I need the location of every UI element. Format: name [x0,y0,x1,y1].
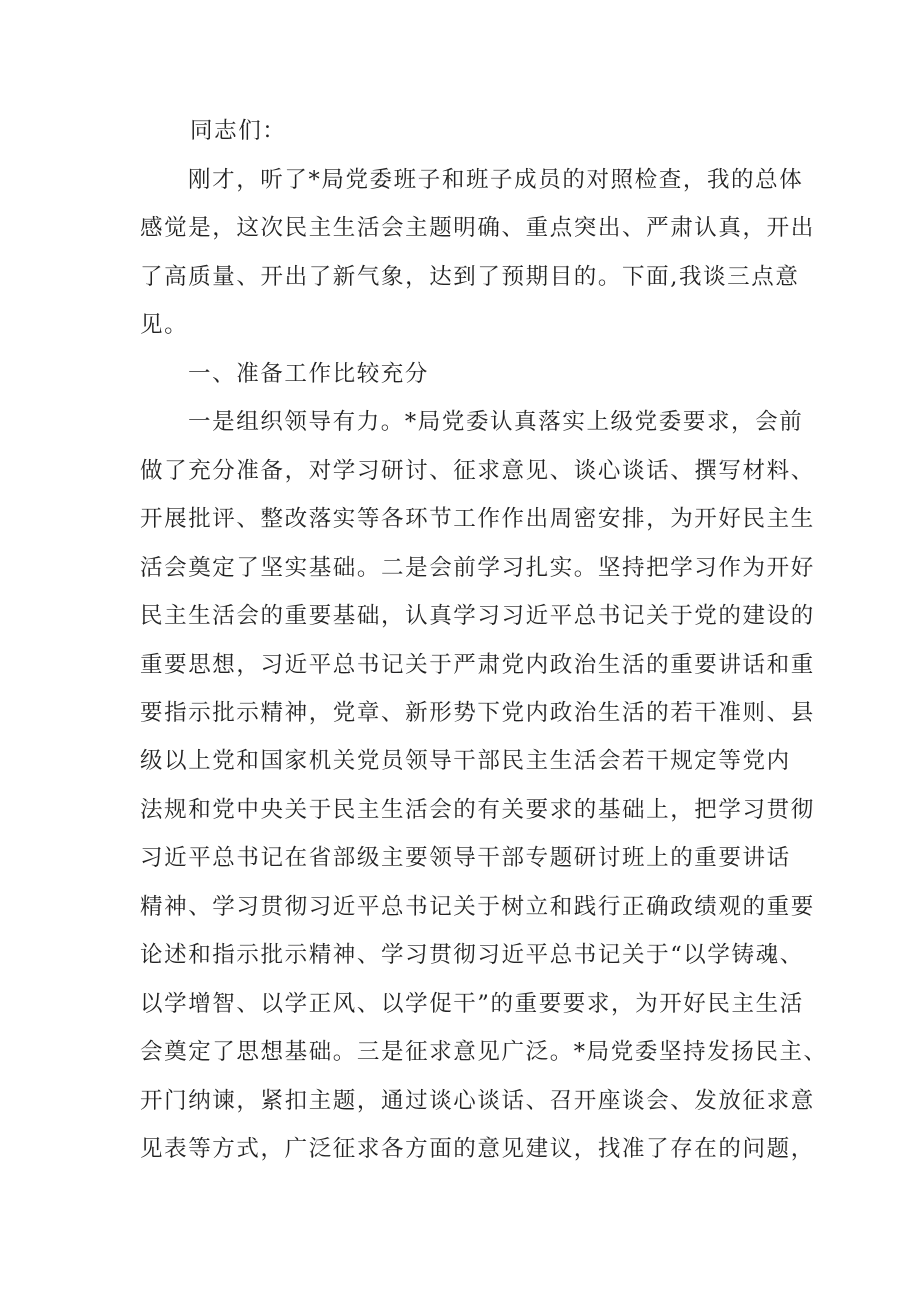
paragraph-line: 论述和指示批示精神、学习贯彻习近平总书记关于“以学铸魂、 [140,942,804,968]
paragraph-line: 见。 [140,312,189,338]
section-heading: 一、准备工作比较充分 [188,361,430,387]
paragraph-line: 做了充分准备，对学习研讨、征求意见、谈心谈话、撰写材料、 [140,458,815,484]
paragraph-line: 精神、学习贯彻习近平总书记关于树立和践行正确政绩观的重要 [140,894,815,920]
paragraph-line: 开展批评、整改落实等各环节工作作出周密安排，为开好民主生 [140,506,815,532]
salutation: 同志们： [190,118,287,144]
paragraph-line: 要指示批示精神，党章、新形势下党内政治生活的若干准则、县 [140,700,815,726]
paragraph-line: 了高质量、开出了新气象，达到了预期目的。下面,我谈三点意 [140,264,800,290]
paragraph-line: 习近平总书记在省部级主要领导干部专题研讨班上的重要讲话 [140,845,791,871]
paragraph-line: 级以上党和国家机关党员领导干部民主生活会若干规定等党内 [140,748,791,774]
paragraph-line: 重要思想，习近平总书记关于严肃党内政治生活的重要讲话和重 [140,652,815,678]
paragraph-line: 活会奠定了坚实基础。二是会前学习扎实。坚持把学习作为开好 [140,555,815,581]
paragraph-line: 一是组织领导有力。*局党委认真落实上级党委要求，会前 [188,409,804,435]
paragraph-line: 见表等方式，广泛征求各方面的意见建议，找准了存在的问题， [140,1136,815,1162]
paragraph-line: 会奠定了思想基础。三是征求意见广泛。*局党委坚持发扬民主、 [140,1039,828,1065]
paragraph-line: 刚才，听了*局党委班子和班子成员的对照检查，我的总体 [188,167,804,193]
paragraph-line: 法规和党中央关于民主生活会的有关要求的基础上，把学习贯彻 [140,797,815,823]
paragraph-line: 以学增智、以学正风、以学促干”的重要要求，为开好民主生活 [140,991,804,1017]
paragraph-line: 民主生活会的重要基础，认真学习习近平总书记关于党的建设的 [140,603,815,629]
paragraph-line: 感觉是，这次民主生活会主题明确、重点突出、严肃认真，开出 [140,215,815,241]
paragraph-line: 开门纳谏，紧扣主题，通过谈心谈话、召开座谈会、发放征求意 [140,1088,815,1114]
